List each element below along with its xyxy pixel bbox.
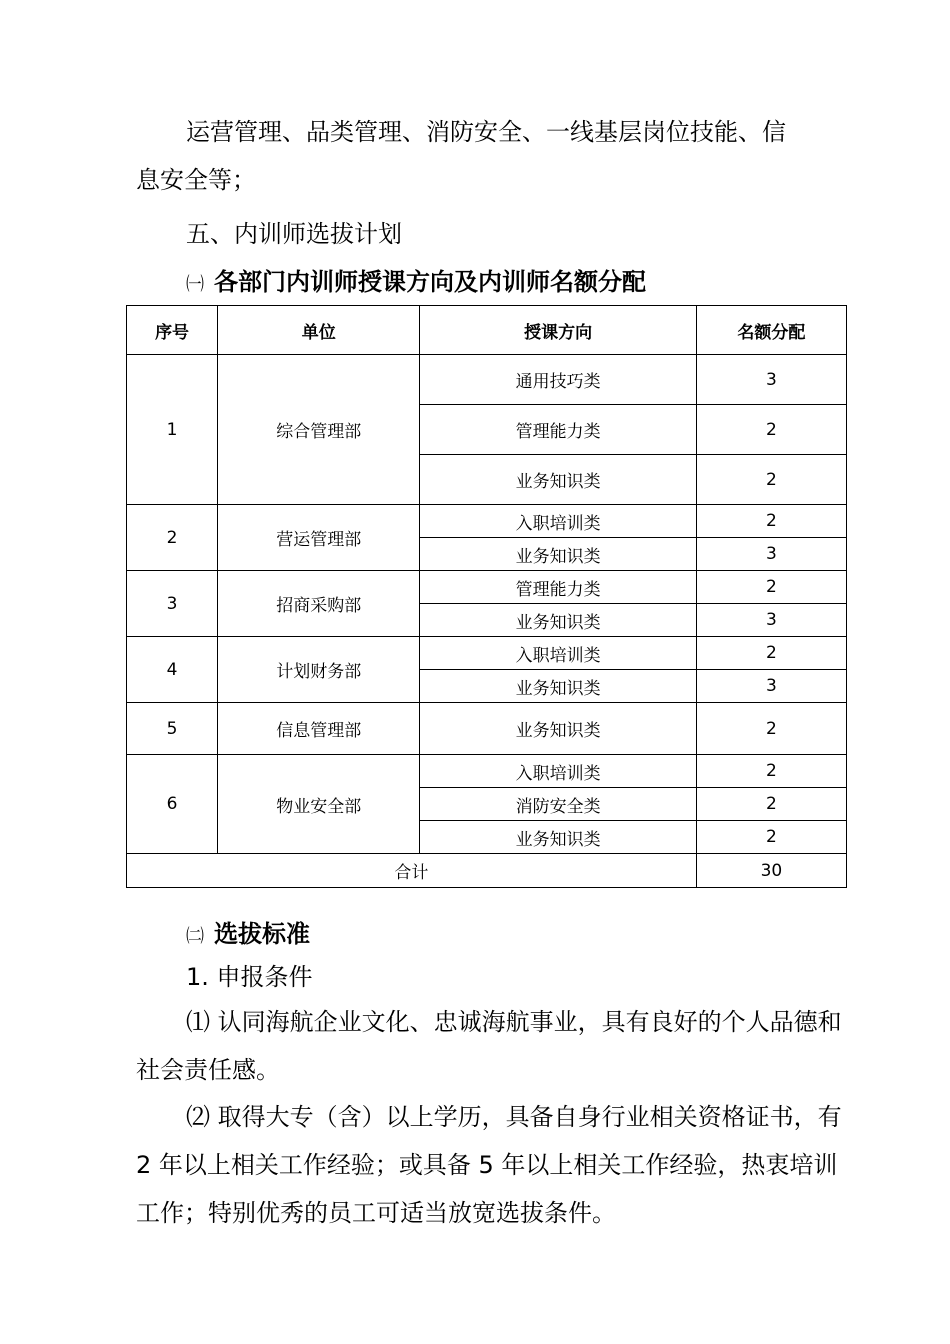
header-no: 序号	[127, 306, 218, 355]
cell-unit: 招商采购部	[218, 571, 420, 637]
cell-direction: 业务知识类	[420, 821, 696, 854]
cell-quota: 2	[696, 637, 846, 670]
header-unit: 单位	[218, 306, 420, 355]
condition-paragraph-1: ⑴ 认同海航企业文化、忠诚海航事业，具有良好的个人品德和社会责任感。	[136, 1008, 842, 1084]
cell-direction: 消防安全类	[420, 788, 696, 821]
subsection-heading-2	[186, 914, 310, 949]
cell-unit: 计划财务部	[218, 637, 420, 703]
cell-no: 6	[127, 755, 218, 854]
quota-table	[126, 305, 847, 888]
cell-direction: 入职培训类	[420, 755, 696, 788]
item-title: 1. 申报条件	[186, 963, 313, 991]
cell-quota: 2	[696, 571, 846, 604]
cell-direction: 管理能力类	[420, 405, 696, 455]
cell-quota: 3	[696, 538, 846, 571]
cell-no: 5	[127, 703, 218, 755]
table-header-row	[127, 306, 847, 355]
cell-unit: 营运管理部	[218, 505, 420, 571]
subsection-heading-1	[186, 262, 646, 297]
header-quota: 名额分配	[696, 306, 846, 355]
cell-unit: 综合管理部	[218, 355, 420, 505]
cell-unit: 信息管理部	[218, 703, 420, 755]
intro-line-1: 运营管理、品类管理、消防安全、一线基层岗位技能、信	[186, 118, 786, 146]
table-row	[127, 355, 847, 405]
table-row	[127, 703, 847, 755]
table-row	[127, 505, 847, 538]
cell-no: 4	[127, 637, 218, 703]
cell-direction: 管理能力类	[420, 571, 696, 604]
cell-direction: 业务知识类	[420, 703, 696, 755]
cell-no: 2	[127, 505, 218, 571]
table-total-row	[127, 854, 847, 888]
section-title: 五、内训师选拔计划	[186, 220, 402, 248]
cell-direction: 业务知识类	[420, 670, 696, 703]
cell-no: 1	[127, 355, 218, 505]
intro-line-2: 息安全等；	[136, 166, 256, 194]
subsection-title: 各部门内训师授课方向及内训师名额分配	[214, 268, 646, 296]
cell-direction: 通用技巧类	[420, 355, 696, 405]
total-label: 合计	[127, 854, 697, 888]
cell-direction: 入职培训类	[420, 505, 696, 538]
condition-paragraph-2: ⑵ 取得大专（含）以上学历，具备自身行业相关资格证书，有 2 年以上相关工作经验；或具备 5 年以上相关工作经验，热衷培训工作；特别优秀的员工可适当放宽选拔条件。	[136, 1103, 842, 1227]
cell-quota: 2	[696, 821, 846, 854]
cell-quota: 2	[696, 703, 846, 755]
table-row	[127, 755, 847, 788]
cell-direction: 业务知识类	[420, 604, 696, 637]
cell-no: 3	[127, 571, 218, 637]
cell-quota: 3	[696, 670, 846, 703]
table-row	[127, 571, 847, 604]
cell-quota: 2	[696, 755, 846, 788]
subsection-title: 选拔标准	[214, 920, 310, 948]
cell-direction: 业务知识类	[420, 455, 696, 505]
cell-quota: 2	[696, 455, 846, 505]
cell-quota: 3	[696, 355, 846, 405]
cell-direction: 入职培训类	[420, 637, 696, 670]
header-direction: 授课方向	[420, 306, 696, 355]
cell-quota: 3	[696, 604, 846, 637]
cell-quota: 2	[696, 405, 846, 455]
total-value: 30	[696, 854, 846, 888]
subsection-number: ㈡	[186, 926, 204, 947]
cell-direction: 业务知识类	[420, 538, 696, 571]
cell-unit: 物业安全部	[218, 755, 420, 854]
cell-quota: 2	[696, 788, 846, 821]
table-row	[127, 637, 847, 670]
subsection-number: ㈠	[186, 274, 204, 295]
cell-quota: 2	[696, 505, 846, 538]
